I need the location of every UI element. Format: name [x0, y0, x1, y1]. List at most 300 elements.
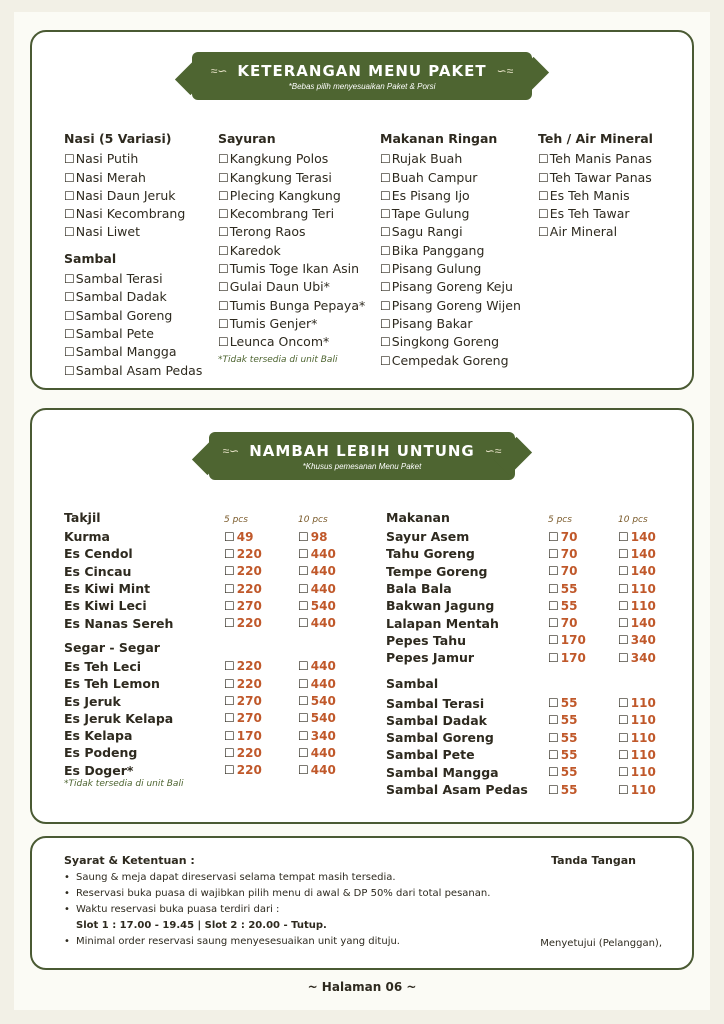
- checkbox-icon[interactable]: ☐: [618, 747, 629, 762]
- checkbox-icon[interactable]: ☐: [380, 188, 391, 203]
- price-option-5pcs[interactable]: [224, 729, 298, 743]
- checkbox-icon[interactable]: ☐: [218, 152, 229, 167]
- price-value: 70: [560, 616, 578, 631]
- checkbox-icon[interactable]: ☐: [298, 728, 309, 743]
- menu-item[interactable]: [380, 297, 521, 315]
- menu-item[interactable]: [64, 343, 202, 361]
- menu-item-label: Sambal Terasi: [75, 271, 163, 287]
- price-option-5pcs[interactable]: [548, 765, 618, 779]
- checkbox-icon[interactable]: ☐: [64, 170, 75, 185]
- price-value: 110: [630, 765, 656, 780]
- menu-item[interactable]: [380, 352, 521, 370]
- menu-item[interactable]: [380, 315, 521, 333]
- takjil-header: [64, 510, 368, 528]
- checkbox-icon[interactable]: ☐: [218, 335, 229, 350]
- price-row: [64, 710, 368, 727]
- menu-item[interactable]: [380, 150, 521, 168]
- price-value: 220: [236, 676, 262, 691]
- menu-item[interactable]: [64, 169, 202, 187]
- item-name: Es Jeruk Kelapa: [64, 710, 174, 726]
- price-value: 220: [236, 581, 262, 596]
- checkbox-icon[interactable]: ☐: [548, 713, 559, 728]
- checkbox-icon[interactable]: ☐: [548, 730, 559, 745]
- checkbox-icon[interactable]: ☐: [548, 650, 559, 665]
- price-option-10pcs[interactable]: [618, 633, 688, 647]
- signature-footer: Menyetujui (Pelanggan),: [540, 938, 662, 949]
- price-option-10pcs[interactable]: [618, 748, 688, 762]
- menu-item[interactable]: [64, 325, 202, 343]
- price-value: 140: [630, 564, 656, 579]
- checkbox-icon[interactable]: ☐: [64, 326, 75, 341]
- price-option-5pcs[interactable]: [548, 748, 618, 762]
- price-value: 140: [630, 546, 656, 561]
- menu-item[interactable]: [218, 169, 365, 187]
- menu-item-label: Tumis Toge Ikan Asin: [229, 261, 360, 277]
- menu-item[interactable]: [218, 315, 365, 333]
- price-option-10pcs[interactable]: [618, 713, 688, 727]
- checkbox-icon[interactable]: ☐: [618, 581, 629, 596]
- price-option-10pcs[interactable]: [298, 746, 368, 760]
- checkbox-icon[interactable]: ☐: [298, 616, 309, 631]
- price-row: [386, 746, 688, 763]
- checkbox-icon[interactable]: ☐: [548, 765, 559, 780]
- price-row: [64, 692, 368, 709]
- price-value: 110: [630, 598, 656, 613]
- menu-item[interactable]: [218, 297, 365, 315]
- item-name: Sambal Terasi: [386, 695, 485, 711]
- checkbox-icon[interactable]: ☐: [298, 659, 309, 674]
- menu-item[interactable]: [538, 169, 653, 187]
- menu-item-label: Sambal Dadak: [75, 289, 167, 305]
- price-value: 540: [310, 711, 336, 726]
- menu-item[interactable]: [64, 223, 202, 241]
- checkbox-icon[interactable]: ☐: [380, 152, 391, 167]
- price-row: [386, 712, 688, 729]
- price-row: [386, 764, 688, 781]
- price-option-5pcs[interactable]: [548, 582, 618, 596]
- price-row: [386, 563, 688, 580]
- checkbox-icon[interactable]: ☐: [380, 280, 391, 295]
- checkbox-icon[interactable]: ☐: [298, 711, 309, 726]
- price-option-10pcs[interactable]: [298, 582, 368, 596]
- item-name: Pepes Tahu: [386, 632, 467, 648]
- price-value: 140: [630, 529, 656, 544]
- checkbox-icon[interactable]: ☐: [538, 188, 549, 203]
- checkbox-icon[interactable]: ☐: [618, 546, 629, 561]
- item-name: Sambal Goreng: [386, 730, 494, 746]
- price-value: 49: [236, 529, 254, 544]
- sayuran-list: [218, 150, 365, 351]
- item-name: Es Nanas Sereh: [64, 615, 174, 631]
- checkbox-icon[interactable]: ☐: [380, 316, 391, 331]
- makanan-ringan-heading: Makanan Ringan: [380, 131, 498, 146]
- menu-item[interactable]: [538, 223, 653, 241]
- terms-card: [30, 836, 694, 970]
- price-option-5pcs[interactable]: [224, 564, 298, 578]
- price-value: 340: [630, 650, 656, 665]
- menu-item[interactable]: [218, 278, 365, 296]
- price-option-10pcs[interactable]: [618, 547, 688, 561]
- checkbox-icon[interactable]: ☐: [618, 633, 629, 648]
- checkbox-icon[interactable]: ☐: [298, 763, 309, 778]
- menu-item[interactable]: [218, 205, 365, 223]
- col-10pcs-label: 10 pcs: [298, 515, 328, 525]
- menu-item[interactable]: [380, 205, 521, 223]
- price-row: [64, 580, 368, 597]
- checkbox-icon[interactable]: ☐: [224, 616, 235, 631]
- price-option-10pcs[interactable]: [618, 582, 688, 596]
- checkbox-icon[interactable]: ☐: [538, 152, 549, 167]
- checkbox-icon[interactable]: ☐: [218, 170, 229, 185]
- price-option-5pcs[interactable]: [548, 713, 618, 727]
- menu-item[interactable]: [218, 150, 365, 168]
- checkbox-icon[interactable]: ☐: [618, 529, 629, 544]
- price-row: [386, 729, 688, 746]
- price-option-10pcs[interactable]: [298, 659, 368, 673]
- checkbox-icon[interactable]: ☐: [618, 650, 629, 665]
- checkbox-icon[interactable]: ☐: [64, 345, 75, 360]
- checkbox-icon[interactable]: ☐: [224, 711, 235, 726]
- checkbox-icon[interactable]: ☐: [538, 207, 549, 222]
- price-option-5pcs[interactable]: [224, 677, 298, 691]
- menu-item[interactable]: [380, 278, 521, 296]
- price-value: 270: [236, 598, 262, 613]
- checkbox-icon[interactable]: ☐: [618, 616, 629, 631]
- checkbox-icon[interactable]: ☐: [380, 243, 391, 258]
- checkbox-icon[interactable]: ☐: [64, 272, 75, 287]
- menu-item[interactable]: [218, 242, 365, 260]
- checkbox-icon[interactable]: ☐: [298, 676, 309, 691]
- menu-item[interactable]: [380, 187, 521, 205]
- menu-item[interactable]: [64, 307, 202, 325]
- price-option-10pcs[interactable]: [618, 783, 688, 797]
- minuman-list: [538, 150, 653, 241]
- price-value: 220: [236, 659, 262, 674]
- checkbox-icon[interactable]: ☐: [538, 170, 549, 185]
- checkbox-icon[interactable]: ☐: [618, 696, 629, 711]
- checkbox-icon[interactable]: ☐: [380, 262, 391, 277]
- checkbox-icon[interactable]: ☐: [548, 598, 559, 613]
- checkbox-icon[interactable]: ☐: [618, 564, 629, 579]
- price-option-10pcs[interactable]: [298, 763, 368, 777]
- item-name: Bala Bala: [386, 581, 452, 597]
- price-value: 440: [310, 676, 336, 691]
- menu-item[interactable]: [64, 288, 202, 306]
- price-option-10pcs[interactable]: [618, 599, 688, 613]
- menu-item-label: Teh Tawar Panas: [549, 169, 652, 185]
- menu-item-label: Kangkung Terasi: [229, 169, 332, 185]
- menu-item-label: Sambal Asam Pedas: [75, 362, 203, 378]
- col-10pcs-label: 10 pcs: [618, 515, 648, 525]
- checkbox-icon[interactable]: ☐: [298, 694, 309, 709]
- checkbox-icon[interactable]: ☐: [298, 745, 309, 760]
- menu-item[interactable]: [538, 150, 653, 168]
- flourish-right-icon: ∽≈: [484, 443, 502, 458]
- checkbox-icon[interactable]: ☐: [380, 353, 391, 368]
- checkbox-icon[interactable]: ☐: [64, 308, 75, 323]
- checkbox-icon[interactable]: ☐: [64, 290, 75, 305]
- price-row: [386, 781, 688, 798]
- menu-item-label: Pisang Gulung: [391, 261, 482, 277]
- price-value: 220: [236, 616, 262, 631]
- price-option-5pcs[interactable]: [224, 694, 298, 708]
- menu-item[interactable]: [380, 333, 521, 351]
- checkbox-icon[interactable]: ☐: [218, 262, 229, 277]
- price-option-5pcs[interactable]: [224, 763, 298, 777]
- price-option-10pcs[interactable]: [618, 616, 688, 630]
- checkbox-icon[interactable]: ☐: [380, 225, 391, 240]
- checkbox-icon[interactable]: ☐: [380, 170, 391, 185]
- menu-item[interactable]: [64, 205, 202, 223]
- makanan-header: [386, 510, 688, 528]
- checkbox-icon[interactable]: ☐: [64, 363, 75, 378]
- checkbox-icon[interactable]: ☐: [224, 728, 235, 743]
- price-option-10pcs[interactable]: [298, 530, 368, 544]
- checkbox-icon[interactable]: ☐: [224, 581, 235, 596]
- menu-item[interactable]: [380, 260, 521, 278]
- menu-item-label: Singkong Goreng: [391, 334, 500, 350]
- price-option-5pcs[interactable]: [224, 659, 298, 673]
- price-option-10pcs[interactable]: [298, 564, 368, 578]
- checkbox-icon[interactable]: ☐: [548, 782, 559, 797]
- price-value: 55: [560, 581, 578, 596]
- menu-item-label: Kecombrang Teri: [229, 206, 335, 222]
- checkbox-icon[interactable]: ☐: [224, 659, 235, 674]
- menu-item[interactable]: [218, 223, 365, 241]
- checkbox-icon[interactable]: ☐: [224, 546, 235, 561]
- sambal-extras-heading: Sambal: [386, 676, 439, 692]
- checkbox-icon[interactable]: ☐: [618, 713, 629, 728]
- item-name: Es Kelapa: [64, 728, 133, 744]
- price-row: [64, 762, 368, 779]
- menu-item[interactable]: [218, 333, 365, 351]
- checkbox-icon[interactable]: ☐: [380, 335, 391, 350]
- price-value: 270: [236, 694, 262, 709]
- checkbox-icon[interactable]: ☐: [64, 188, 75, 203]
- checkbox-icon[interactable]: ☐: [218, 243, 229, 258]
- checkbox-icon[interactable]: ☐: [224, 564, 235, 579]
- makanan-ringan-list: [380, 150, 521, 370]
- menu-item[interactable]: [380, 169, 521, 187]
- price-option-10pcs[interactable]: [298, 547, 368, 561]
- menu-item-label: Bika Panggang: [391, 242, 485, 258]
- price-option-10pcs[interactable]: [618, 564, 688, 578]
- checkbox-icon[interactable]: ☐: [224, 745, 235, 760]
- checkbox-icon[interactable]: ☐: [64, 207, 75, 222]
- price-option-5pcs[interactable]: [548, 564, 618, 578]
- item-name: Sayur Asem: [386, 529, 470, 545]
- price-value: 110: [630, 782, 656, 797]
- checkbox-icon[interactable]: ☐: [224, 529, 235, 544]
- price-value: 110: [630, 696, 656, 711]
- menu-item[interactable]: [218, 187, 365, 205]
- price-value: 110: [630, 747, 656, 762]
- menu-item[interactable]: [538, 205, 653, 223]
- checkbox-icon[interactable]: ☐: [618, 598, 629, 613]
- checkbox-icon[interactable]: ☐: [224, 694, 235, 709]
- price-row: [64, 528, 368, 545]
- price-option-5pcs[interactable]: [224, 616, 298, 630]
- menu-item-label: Plecing Kangkung: [229, 187, 341, 203]
- menu-item-label: Nasi Merah: [75, 169, 146, 185]
- price-option-10pcs[interactable]: [618, 651, 688, 665]
- segar-heading: Segar - Segar: [64, 639, 160, 655]
- checkbox-icon[interactable]: ☐: [618, 782, 629, 797]
- menu-item[interactable]: [64, 362, 202, 380]
- price-option-5pcs[interactable]: [224, 547, 298, 561]
- extras-right-column: [386, 510, 688, 798]
- price-row: [64, 614, 368, 631]
- col-5pcs-label: 5 pcs: [224, 515, 248, 525]
- price-option-10pcs[interactable]: [618, 530, 688, 544]
- item-name: Es Teh Leci: [64, 658, 142, 674]
- nasi-sambal-column: [64, 130, 202, 380]
- menu-item-label: Tumis Bunga Pepaya*: [229, 297, 366, 313]
- checkbox-icon[interactable]: ☐: [218, 316, 229, 331]
- price-option-5pcs[interactable]: [224, 599, 298, 613]
- price-value: 440: [310, 546, 336, 561]
- price-row: [386, 597, 688, 614]
- checkbox-icon[interactable]: ☐: [224, 763, 235, 778]
- sayuran-heading: Sayuran: [218, 131, 276, 146]
- item-name: Sambal Dadak: [386, 712, 487, 728]
- flourish-left-icon: ≈∽: [210, 63, 228, 78]
- terms-slot-times: Slot 1 : 17.00 - 19.45 | Slot 2 : 20.00 - Tutup.: [76, 920, 327, 931]
- checkbox-icon[interactable]: ☐: [380, 207, 391, 222]
- price-row: [64, 597, 368, 614]
- item-name: Es Jeruk: [64, 693, 121, 709]
- price-value: 440: [310, 581, 336, 596]
- price-option-10pcs[interactable]: [618, 731, 688, 745]
- price-option-10pcs[interactable]: [618, 765, 688, 779]
- page-number: ~ Halaman 06 ~: [307, 980, 417, 994]
- price-option-5pcs[interactable]: [548, 696, 618, 710]
- price-value: 220: [236, 763, 262, 778]
- price-option-10pcs[interactable]: [298, 711, 368, 725]
- checkbox-icon[interactable]: ☐: [224, 598, 235, 613]
- checkbox-icon[interactable]: ☐: [298, 598, 309, 613]
- price-value: 70: [560, 546, 578, 561]
- menu-item[interactable]: [64, 187, 202, 205]
- price-option-5pcs[interactable]: [548, 547, 618, 561]
- minuman-heading: Teh / Air Mineral: [538, 131, 653, 146]
- checkbox-icon[interactable]: ☐: [618, 765, 629, 780]
- checkbox-icon[interactable]: ☐: [548, 616, 559, 631]
- checkbox-icon[interactable]: ☐: [548, 633, 559, 648]
- checkbox-icon[interactable]: ☐: [538, 225, 549, 240]
- price-option-5pcs[interactable]: [548, 530, 618, 544]
- price-row: [386, 694, 688, 711]
- price-value: 55: [560, 598, 578, 613]
- checkbox-icon[interactable]: ☐: [218, 225, 229, 240]
- price-option-5pcs[interactable]: [224, 530, 298, 544]
- menu-item[interactable]: [64, 270, 202, 288]
- price-option-5pcs[interactable]: [548, 783, 618, 797]
- price-value: 110: [630, 581, 656, 596]
- checkbox-icon[interactable]: ☐: [218, 280, 229, 295]
- checkbox-icon[interactable]: ☐: [224, 676, 235, 691]
- menu-item[interactable]: [218, 260, 365, 278]
- segar-header: [64, 640, 368, 658]
- price-option-10pcs[interactable]: [298, 694, 368, 708]
- price-option-10pcs[interactable]: [618, 696, 688, 710]
- checkbox-icon[interactable]: ☐: [218, 298, 229, 313]
- checkbox-icon[interactable]: ☐: [298, 581, 309, 596]
- flourish-left-icon: ≈∽: [222, 443, 240, 458]
- price-row: [64, 563, 368, 580]
- menu-item[interactable]: [380, 242, 521, 260]
- price-option-10pcs[interactable]: [298, 599, 368, 613]
- checkbox-icon[interactable]: ☐: [298, 564, 309, 579]
- checkbox-icon[interactable]: ☐: [548, 696, 559, 711]
- price-option-5pcs[interactable]: [548, 599, 618, 613]
- price-option-5pcs[interactable]: [224, 711, 298, 725]
- price-value: 270: [236, 711, 262, 726]
- price-option-5pcs[interactable]: [548, 731, 618, 745]
- checkbox-icon[interactable]: ☐: [64, 152, 75, 167]
- price-option-5pcs[interactable]: [548, 616, 618, 630]
- checkbox-icon[interactable]: ☐: [548, 564, 559, 579]
- item-name: Es Podeng: [64, 745, 138, 761]
- price-option-5pcs[interactable]: [548, 633, 618, 647]
- checkbox-icon[interactable]: ☐: [548, 581, 559, 596]
- extras-title: NAMBAH LEBIH UNTUNG: [249, 441, 475, 460]
- price-value: 540: [310, 694, 336, 709]
- package-menu-subtitle: *Bebas pilih menyesuaikan Paket & Porsi: [288, 81, 436, 91]
- menu-item-label: Sambal Mangga: [75, 344, 177, 360]
- price-value: 440: [310, 616, 336, 631]
- menu-item[interactable]: [538, 187, 653, 205]
- price-option-10pcs[interactable]: [298, 616, 368, 630]
- minuman-column: [538, 130, 653, 242]
- checkbox-icon[interactable]: ☐: [548, 546, 559, 561]
- terms-block: [64, 854, 544, 947]
- menu-item[interactable]: [380, 223, 521, 241]
- checkbox-icon[interactable]: ☐: [298, 529, 309, 544]
- sambal-extras-rows: [386, 694, 688, 798]
- checkbox-icon[interactable]: ☐: [548, 529, 559, 544]
- price-value: 440: [310, 745, 336, 760]
- item-name: Kurma: [64, 529, 110, 545]
- checkbox-icon[interactable]: ☐: [548, 747, 559, 762]
- checkbox-icon[interactable]: ☐: [380, 298, 391, 313]
- price-value: 55: [560, 730, 578, 745]
- price-value: 110: [630, 730, 656, 745]
- price-row: [64, 727, 368, 744]
- package-menu-title: KETERANGAN MENU PAKET: [237, 61, 487, 80]
- price-value: 170: [560, 633, 586, 648]
- price-row: [64, 658, 368, 675]
- checkbox-icon[interactable]: ☐: [298, 546, 309, 561]
- price-option-5pcs[interactable]: [224, 582, 298, 596]
- price-option-5pcs[interactable]: [224, 746, 298, 760]
- price-value: 340: [630, 633, 656, 648]
- checkbox-icon[interactable]: ☐: [218, 207, 229, 222]
- price-value: 70: [560, 564, 578, 579]
- price-option-10pcs[interactable]: [298, 677, 368, 691]
- item-name: Es Teh Lemon: [64, 676, 160, 692]
- extras-left-column: [64, 510, 368, 789]
- sayuran-column: [218, 130, 365, 369]
- price-row: [386, 545, 688, 562]
- price-option-5pcs[interactable]: [548, 651, 618, 665]
- checkbox-icon[interactable]: ☐: [218, 188, 229, 203]
- checkbox-icon[interactable]: ☐: [64, 225, 75, 240]
- price-option-10pcs[interactable]: [298, 729, 368, 743]
- menu-item[interactable]: [64, 150, 202, 168]
- checkbox-icon[interactable]: ☐: [618, 730, 629, 745]
- item-name: Es Kiwi Leci: [64, 598, 147, 614]
